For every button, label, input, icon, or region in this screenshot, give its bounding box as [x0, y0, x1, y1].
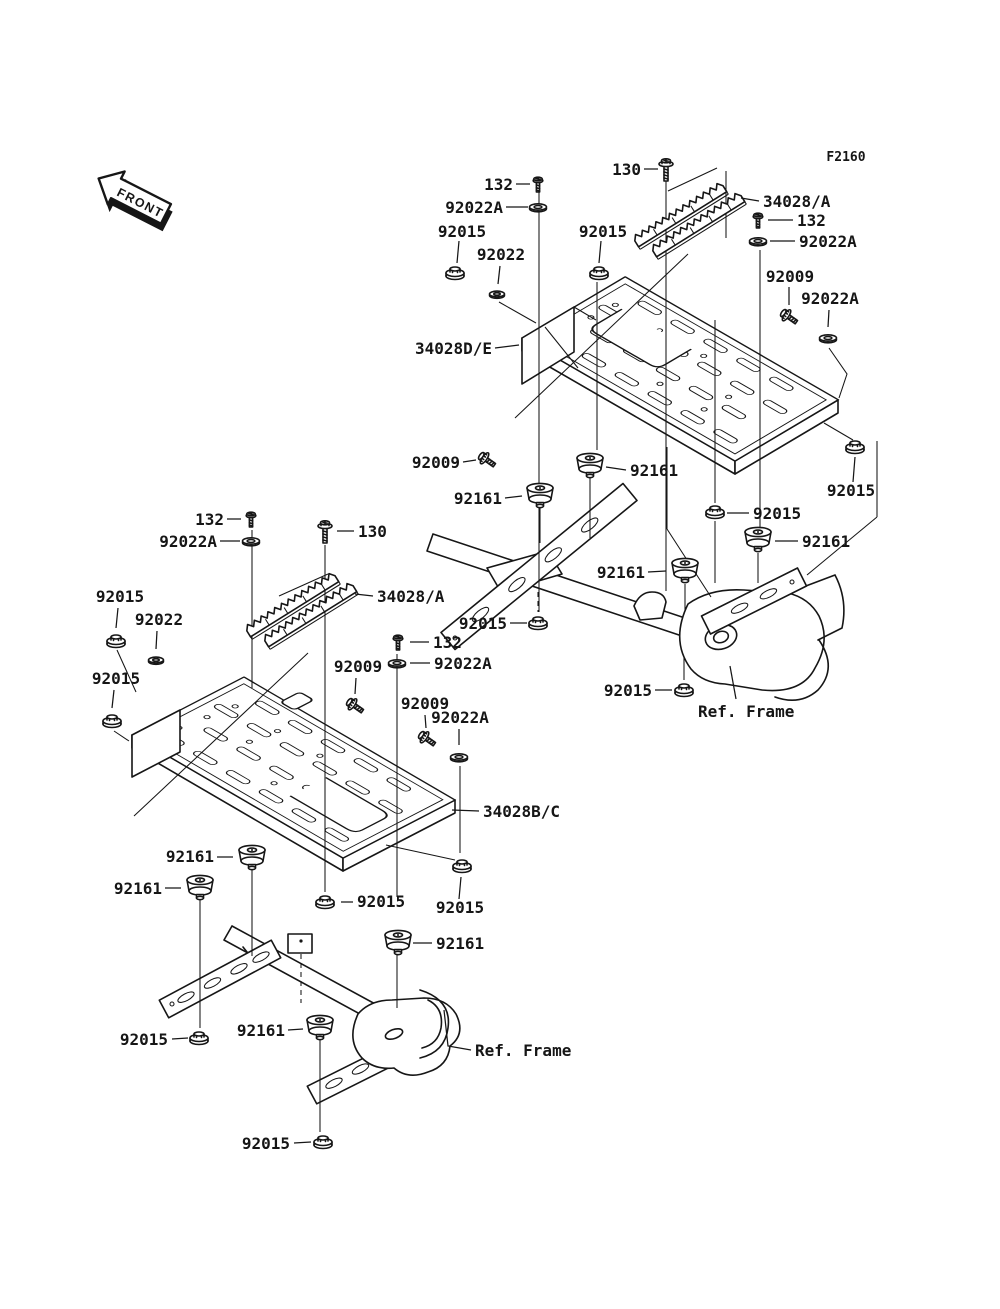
rubber-damper-icon: [307, 1015, 333, 1039]
leader-line: [112, 690, 114, 708]
flange-nut-icon: [590, 267, 608, 280]
flange-nut-icon: [675, 684, 693, 697]
part-label-130: 130: [612, 160, 641, 179]
rubber-damper-icon: [385, 930, 411, 954]
part-label-92161: 92161: [165, 847, 214, 866]
part-label-92015: 92015: [357, 892, 406, 911]
leader-line: [294, 1142, 311, 1143]
part-label-92015: 92015: [753, 504, 802, 523]
part-label-92161: 92161: [113, 879, 162, 898]
plain-washer-icon: [149, 657, 164, 664]
part-label-92022a: 92022A: [445, 198, 503, 217]
part-label-34028d-e: 34028D/E: [414, 339, 492, 358]
flange-nut-icon: [190, 1032, 208, 1045]
leader-line: [459, 877, 461, 899]
part-label-92161: 92161: [453, 489, 502, 508]
part-label-92022a: 92022A: [434, 654, 492, 673]
flange-nut-icon: [529, 617, 547, 630]
flange-bolt-icon: [659, 159, 673, 181]
part-label-92015: 92015: [578, 222, 628, 241]
leader-line: [288, 1029, 303, 1030]
leader-line: [505, 496, 522, 498]
rubber-damper-icon: [745, 527, 771, 551]
leader-line: [355, 678, 356, 694]
flat-washer-icon: [243, 538, 260, 546]
flange-nut-icon: [103, 715, 121, 728]
flange-nut-icon: [107, 635, 125, 648]
part-label-f2160: F2160: [826, 150, 866, 165]
leader-line: [828, 310, 829, 327]
part-label-92161: 92161: [236, 1021, 285, 1040]
part-label-92015: 92015: [458, 614, 507, 633]
pan-screw-icon: [393, 635, 403, 650]
pan-screw-icon: [533, 177, 543, 192]
leader-line: [606, 467, 626, 470]
part-label-92015: 92015: [826, 481, 876, 500]
part-label-92015: 92015: [95, 587, 145, 606]
hex-bolt-icon: [476, 450, 498, 471]
rubber-damper-icon: [672, 558, 698, 582]
flange-nut-icon: [846, 441, 864, 454]
flange-nut-icon: [706, 506, 724, 519]
part-label-92009: 92009: [333, 657, 383, 676]
rubber-damper-icon: [187, 875, 213, 899]
part-label-130: 130: [358, 522, 387, 541]
flange-nut-icon: [316, 896, 334, 909]
part-label-92009: 92009: [765, 267, 815, 286]
flange-nut-icon: [453, 860, 471, 873]
part-label-132: 132: [797, 211, 826, 230]
pan-screw-icon: [246, 512, 256, 527]
leader-line: [648, 571, 666, 572]
hex-bolt-icon: [416, 729, 438, 750]
part-label-92015: 92015: [603, 681, 652, 700]
front-arrow-label: FRONT: [114, 185, 167, 221]
part-label-132: 132: [195, 510, 224, 529]
part-label-92022: 92022: [134, 610, 184, 629]
leader-line: [425, 715, 426, 728]
rubber-damper-icon: [239, 845, 265, 869]
flat-washer-icon: [451, 754, 468, 762]
hex-bolt-icon: [778, 307, 800, 328]
part-label-92015: 92015: [437, 222, 487, 241]
leader-line: [853, 457, 855, 482]
leader-line: [172, 1038, 188, 1039]
part-label-92161: 92161: [436, 934, 485, 953]
part-label-132: 132: [484, 175, 513, 194]
leader-line: [156, 631, 157, 649]
part-label-92161: 92161: [802, 532, 851, 551]
part-label-92022a: 92022A: [799, 232, 857, 251]
part-label-92022a: 92022A: [159, 532, 217, 551]
part-label-92015: 92015: [91, 669, 141, 688]
leader-line: [457, 241, 459, 263]
part-label-34028b-c: 34028B/C: [483, 802, 561, 821]
footboard-upper: [522, 277, 838, 474]
hex-bolt-icon: [344, 696, 366, 717]
flat-washer-icon: [750, 238, 767, 246]
flange-bolt-icon: [318, 521, 332, 543]
part-label-92022: 92022: [476, 245, 526, 264]
part-label-34028-a: 34028/A: [763, 192, 831, 211]
leader-line: [498, 266, 500, 284]
leader-line: [495, 345, 519, 348]
part-label-92015: 92015: [241, 1134, 290, 1153]
part-label-132: 132: [433, 633, 462, 652]
part-label-92009: 92009: [411, 453, 460, 472]
serrated-bar-icon: [632, 176, 746, 264]
part-label-92161: 92161: [630, 461, 679, 480]
rubber-damper-icon: [527, 483, 553, 507]
part-label-92022a: 92022A: [801, 289, 859, 308]
part-label-ref-frame: Ref. Frame: [475, 1041, 572, 1060]
pan-screw-icon: [753, 213, 763, 228]
flat-washer-icon: [820, 335, 837, 343]
rubber-damper-icon: [577, 453, 603, 477]
frame-lower: [159, 926, 460, 1104]
serrated-bar-icon: [244, 566, 358, 654]
flat-washer-icon: [389, 660, 406, 668]
part-label-92015: 92015: [435, 898, 485, 917]
front-arrow: [87, 162, 179, 237]
leader-line: [599, 241, 601, 263]
part-label-92015: 92015: [119, 1030, 168, 1049]
part-label-ref-frame: Ref. Frame: [698, 702, 795, 721]
part-label-92009: 92009: [400, 694, 450, 713]
leader-line: [116, 608, 118, 628]
part-label-92161: 92161: [596, 563, 645, 582]
leader-line: [463, 460, 476, 462]
flat-washer-icon: [530, 204, 547, 212]
flange-nut-icon: [314, 1136, 332, 1149]
part-label-92022a: 92022A: [431, 708, 489, 727]
plain-washer-icon: [490, 291, 505, 298]
leader-line: [452, 810, 479, 811]
part-label-34028-a: 34028/A: [377, 587, 445, 606]
flange-nut-icon: [446, 267, 464, 280]
